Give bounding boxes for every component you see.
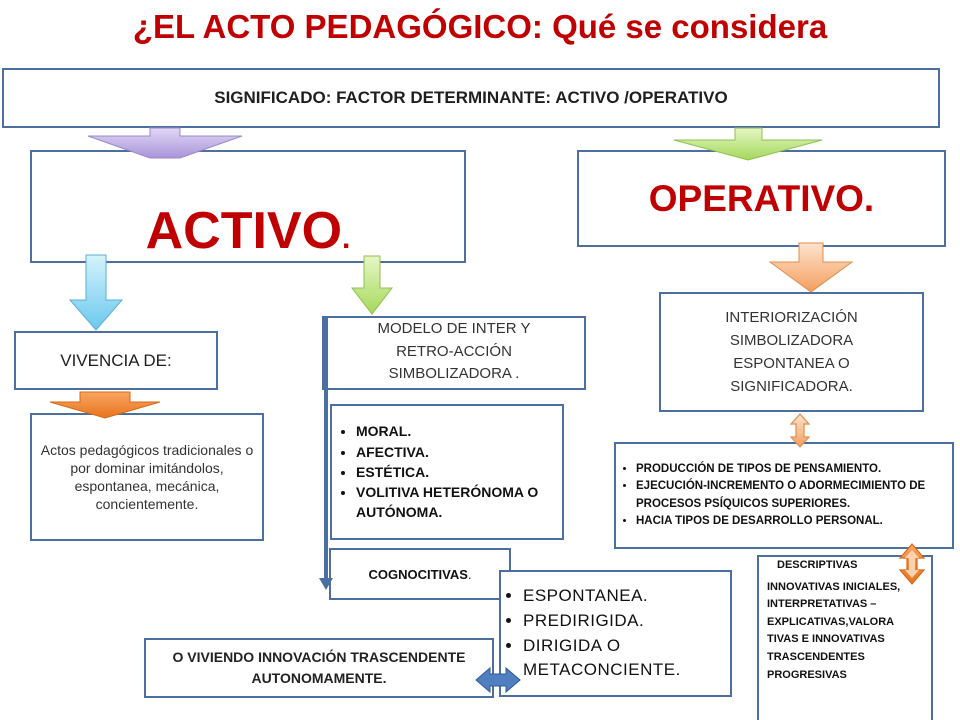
significado-box: [2, 68, 940, 128]
list-item: • PREDIRIGIDA.: [523, 609, 724, 634]
cognocitivas-dot: .: [467, 566, 472, 582]
list-item: • PRODUCCIÓN DE TIPOS DE PENSAMIENTO.: [636, 461, 946, 478]
produccion-list: [622, 461, 946, 530]
dimensiones-list: [342, 421, 554, 522]
actos-box: [30, 413, 264, 541]
list-item: • EJECUCIÓN-INCREMENTO O ADORMECIMIENTO DE PROCESOS PSÍQUICOS SUPERIORES.: [636, 478, 946, 513]
interiorizacion-box: [659, 292, 924, 412]
cyan-arrow: [70, 255, 122, 330]
dimensiones-box: [330, 404, 564, 540]
green-arrow-modelo: [352, 256, 392, 314]
modos-box: [499, 570, 732, 697]
activo-label: ACTIVO: [145, 202, 343, 260]
descriptivas-box: [757, 555, 933, 720]
viviendo-box: [144, 638, 494, 698]
cognocitivas-box: [329, 548, 511, 600]
list-item: • MORAL.: [356, 421, 554, 441]
interiorizacion-text: INTERIORIZACIÓN SIMBOLIZADORA ESPONTANEA O SIGNIFICADORA.: [725, 308, 858, 396]
list-item: • HACIA TIPOS DE DESARROLLO PERSONAL.: [636, 513, 946, 530]
actos-text: Actos pedagógicos tradicionales o por dominar imitándolos, espontanea, mecánica, concientemente.: [40, 441, 254, 513]
significado-text: SIGNIFICADO: FACTOR DETERMINANTE: ACTIVO /OPERATIVO: [214, 88, 728, 107]
viviendo-text: O VIVIENDO INNOVACIÓN TRASCENDENTE AUTONOMAMENTE.: [172, 649, 466, 686]
modos-list: [509, 584, 724, 683]
cognocitivas-text: COGNOCITIVAS: [368, 566, 468, 582]
operativo-label: OPERATIVO.: [648, 178, 875, 219]
page-title: ¿EL ACTO PEDAGÓGICO: Qué se considera: [132, 8, 828, 45]
modelo-box: [322, 316, 586, 390]
peach-arrow: [770, 243, 852, 292]
vivencia-text: VIVENCIA DE:: [60, 350, 172, 370]
vivencia-box: [14, 331, 218, 390]
list-item: • ESTÉTICA.: [356, 462, 554, 482]
operativo-box: [577, 150, 946, 247]
list-item: • AFECTIVA.: [356, 442, 554, 462]
list-item: • ESPONTANEA.: [523, 584, 724, 609]
list-item: • DIRIGIDA O METACONCIENTE.: [523, 634, 724, 683]
activo-box: [30, 150, 466, 263]
modelo-text: MODELO DE INTER Y RETRO-ACCIÓN SIMBOLIZADORA .: [377, 320, 531, 382]
list-item: • VOLITIVA HETERÓNOMA O AUTÓNOMA.: [356, 482, 554, 523]
descriptivas-first: DESCRIPTIVAS: [777, 559, 858, 571]
descriptivas-rest: INNOVATIVAS INICIALES, INTERPRETATIVAS – EXPLICATIVAS,VALORA TIVAS E INNOVATIVAS TRASCENDENTES PROGRESIVAS: [767, 580, 901, 681]
produccion-box: [614, 442, 954, 549]
activo-dot: .: [342, 222, 351, 255]
